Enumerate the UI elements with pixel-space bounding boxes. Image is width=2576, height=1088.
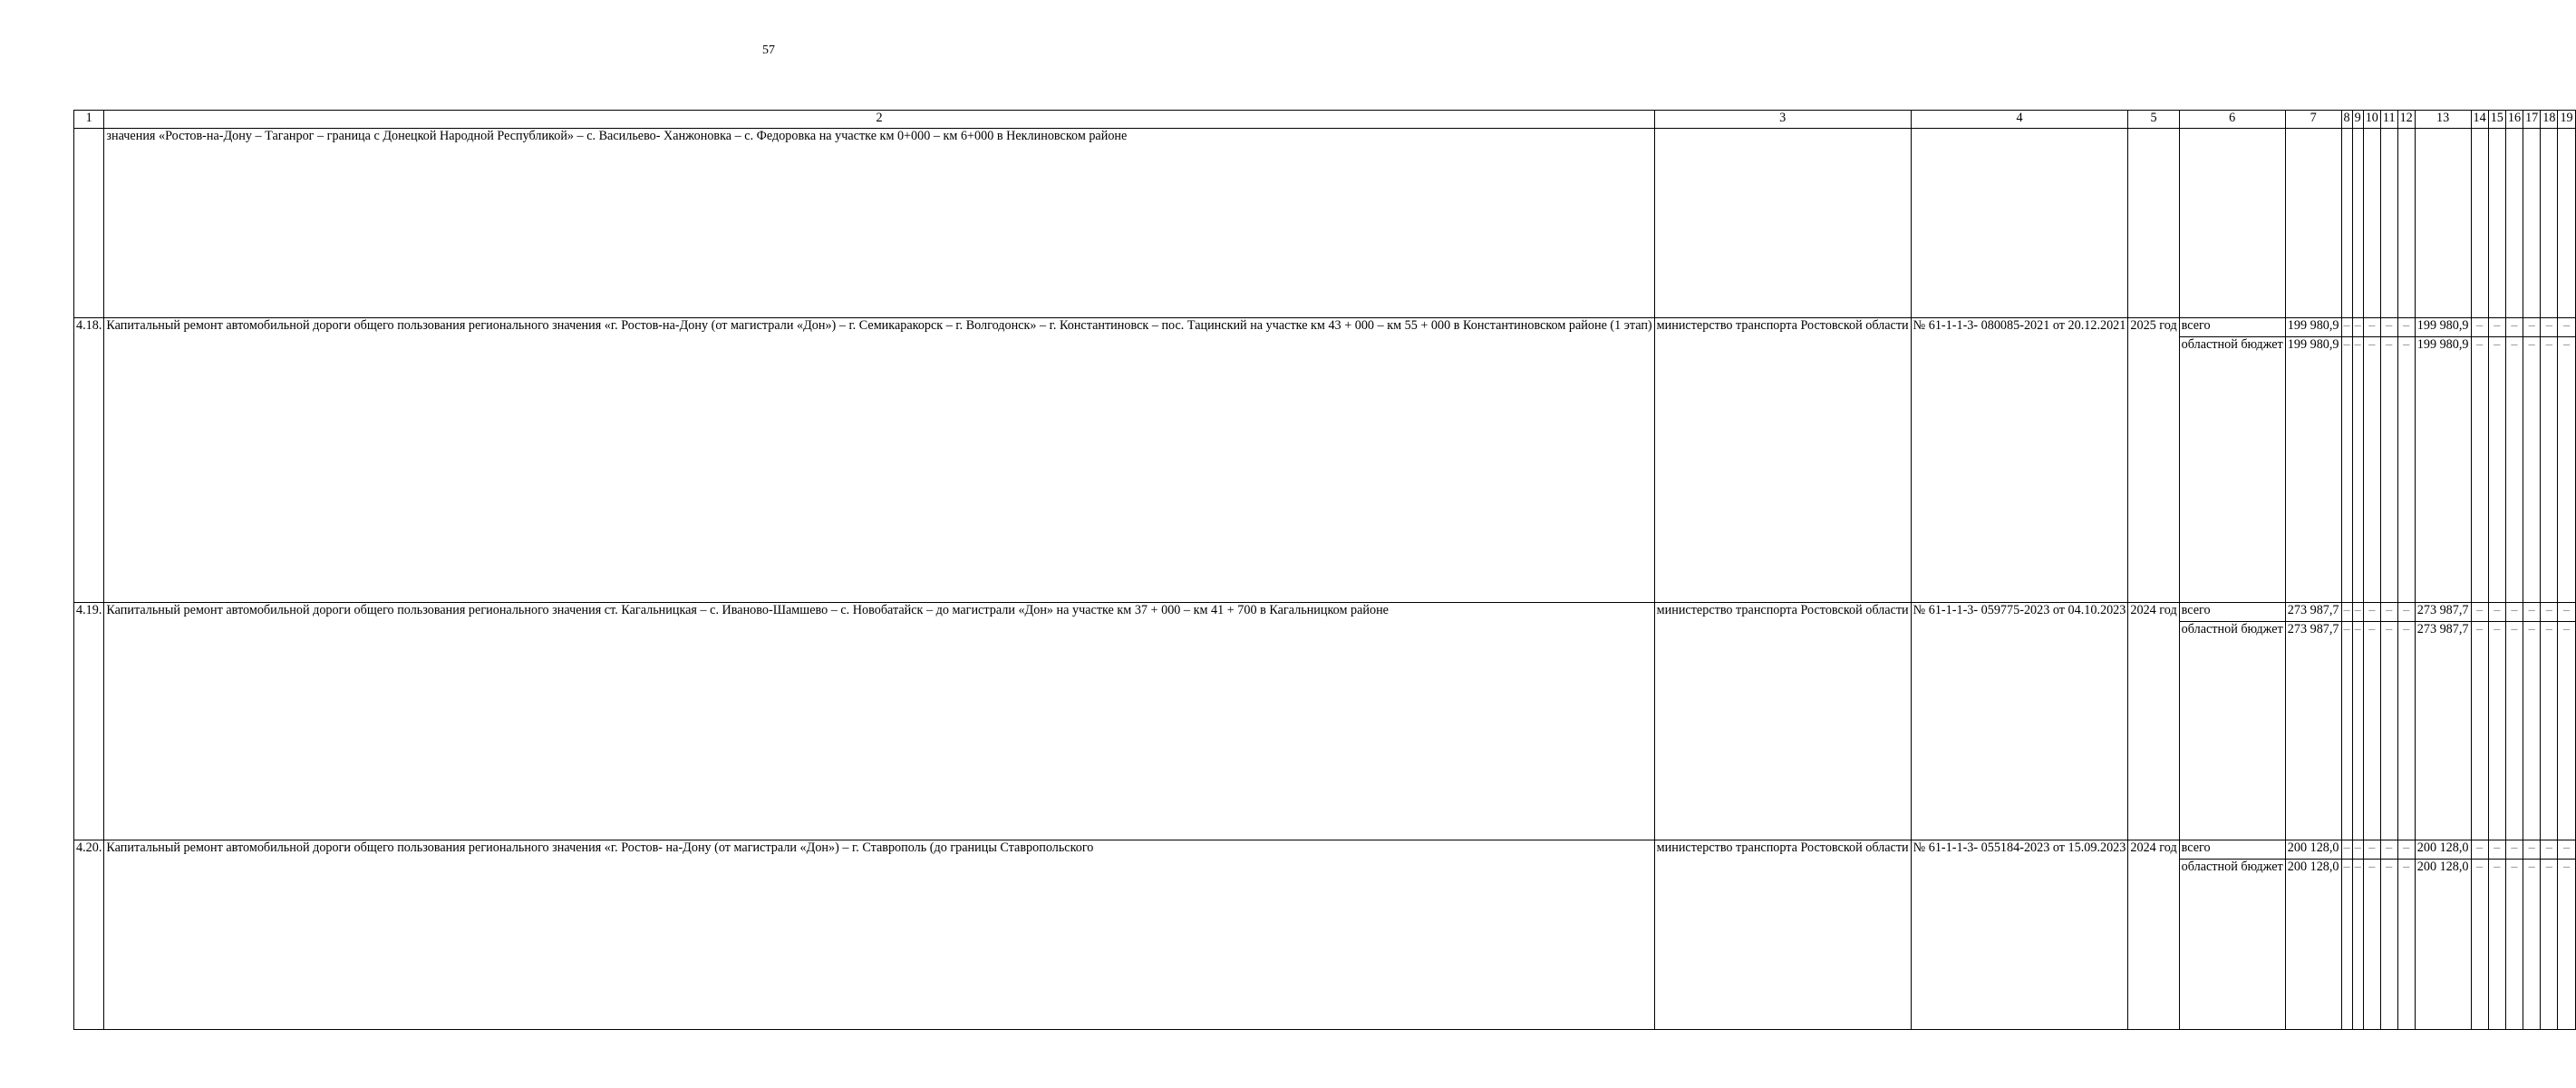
column-number: 17 bbox=[2523, 111, 2541, 129]
year-cell: 2024 год bbox=[2128, 603, 2179, 840]
column-number: 12 bbox=[2397, 111, 2415, 129]
object-name-cell: значения «Ростов-на-Дону – Таганрог – граница с Донецкой Народной Республикой» – с. Васильево- Ханжоновка – с. Федоровка на участке км 0+000 – км 6+000 в Неклиновском районе bbox=[104, 129, 1654, 318]
continuation-row bbox=[74, 129, 2576, 318]
dash-cell: – bbox=[2505, 840, 2523, 860]
funding-source-budget: областной бюджет bbox=[2179, 860, 2285, 1030]
column-number: 13 bbox=[2415, 111, 2471, 129]
dash-cell: – bbox=[2352, 603, 2363, 622]
object-name-cell: Капитальный ремонт автомобильной дороги общего пользования регионального значения ст. Кагальницкая – с. Иваново-Шамшево – с. Новобатайск – до магистрали «Дон» на участке км 37 + 000 – км 41 + 700 в Кагальницком районе bbox=[104, 603, 1654, 840]
document-cell: № 61-1-1-3- 055184-2023 от 15.09.2023 bbox=[1911, 840, 2128, 1030]
dash-cell: – bbox=[2380, 318, 2397, 337]
page-number: 57 bbox=[762, 44, 775, 57]
dash-cell: – bbox=[2505, 337, 2523, 603]
program-table bbox=[73, 110, 2576, 1030]
column-number: 4 bbox=[1911, 111, 2128, 129]
column-number: 8 bbox=[2341, 111, 2352, 129]
executor-cell: министерство транспорта Ростовской области bbox=[1654, 603, 1911, 840]
dash-cell: – bbox=[2523, 603, 2541, 622]
dash-cell: – bbox=[2352, 318, 2363, 337]
dash-cell: – bbox=[2380, 860, 2397, 1030]
column-number: 9 bbox=[2352, 111, 2363, 129]
row-number: 4.19. bbox=[74, 603, 104, 840]
document-cell: № 61-1-1-3- 080085-2021 от 20.12.2021 bbox=[1911, 318, 2128, 603]
dash-cell: – bbox=[2541, 860, 2558, 1030]
column-numbers-row bbox=[74, 111, 2576, 129]
funding-source-total: всего bbox=[2179, 840, 2285, 860]
total-amount: 200 128,0 bbox=[2285, 840, 2341, 860]
dash-cell: – bbox=[2352, 622, 2363, 840]
dash-cell: – bbox=[2341, 318, 2352, 337]
dash-cell: – bbox=[2488, 318, 2505, 337]
column-number: 6 bbox=[2179, 111, 2285, 129]
dash-cell: – bbox=[2363, 318, 2380, 337]
total-amount: 273 987,7 bbox=[2285, 603, 2341, 622]
dash-cell: – bbox=[2523, 318, 2541, 337]
dash-cell: – bbox=[2352, 860, 2363, 1030]
column-13-amount: 199 980,9 bbox=[2415, 337, 2471, 603]
column-13-amount: 200 128,0 bbox=[2415, 840, 2471, 860]
dash-cell: – bbox=[2523, 337, 2541, 603]
dash-cell: – bbox=[2505, 860, 2523, 1030]
dash-cell: – bbox=[2380, 622, 2397, 840]
dash-cell: – bbox=[2471, 603, 2488, 622]
dash-cell: – bbox=[2471, 860, 2488, 1030]
dash-cell: – bbox=[2558, 318, 2575, 337]
dash-cell: – bbox=[2488, 603, 2505, 622]
dash-cell: – bbox=[2488, 622, 2505, 840]
column-number: 14 bbox=[2471, 111, 2488, 129]
column-number: 16 bbox=[2505, 111, 2523, 129]
budget-amount: 199 980,9 bbox=[2285, 337, 2341, 603]
funding-source-total: всего bbox=[2179, 603, 2285, 622]
dash-cell: – bbox=[2541, 337, 2558, 603]
executor-cell: министерство транспорта Ростовской области bbox=[1654, 840, 1911, 1030]
dash-cell: – bbox=[2352, 337, 2363, 603]
column-number: 5 bbox=[2128, 111, 2179, 129]
dash-cell: – bbox=[2397, 318, 2415, 337]
column-13-amount: 200 128,0 bbox=[2415, 860, 2471, 1030]
dash-cell: – bbox=[2505, 603, 2523, 622]
year-cell: 2024 год bbox=[2128, 840, 2179, 1030]
dash-cell: – bbox=[2558, 840, 2575, 860]
dash-cell: – bbox=[2380, 603, 2397, 622]
budget-amount: 200 128,0 bbox=[2285, 860, 2341, 1030]
dash-cell: – bbox=[2505, 622, 2523, 840]
dash-cell: – bbox=[2363, 840, 2380, 860]
dash-cell: – bbox=[2363, 337, 2380, 603]
dash-cell: – bbox=[2380, 337, 2397, 603]
dash-cell: – bbox=[2558, 337, 2575, 603]
funding-source-budget: областной бюджет bbox=[2179, 622, 2285, 840]
dash-cell: – bbox=[2558, 622, 2575, 840]
column-number: 18 bbox=[2541, 111, 2558, 129]
document-cell: № 61-1-1-3- 059775-2023 от 04.10.2023 bbox=[1911, 603, 2128, 840]
dash-cell: – bbox=[2397, 622, 2415, 840]
dash-cell: – bbox=[2397, 603, 2415, 622]
dash-cell: – bbox=[2471, 337, 2488, 603]
column-number: 19 bbox=[2558, 111, 2575, 129]
table-row bbox=[74, 603, 2576, 622]
dash-cell: – bbox=[2471, 318, 2488, 337]
dash-cell: – bbox=[2363, 603, 2380, 622]
row-number: 4.20. bbox=[74, 840, 104, 1030]
dash-cell: – bbox=[2363, 622, 2380, 840]
dash-cell: – bbox=[2488, 337, 2505, 603]
dash-cell: – bbox=[2523, 860, 2541, 1030]
year-cell: 2025 год bbox=[2128, 318, 2179, 603]
dash-cell: – bbox=[2488, 840, 2505, 860]
dash-cell: – bbox=[2341, 860, 2352, 1030]
table-row bbox=[74, 840, 2576, 860]
column-13-amount: 199 980,9 bbox=[2415, 318, 2471, 337]
column-13-amount: 273 987,7 bbox=[2415, 622, 2471, 840]
executor-cell: министерство транспорта Ростовской области bbox=[1654, 318, 1911, 603]
dash-cell: – bbox=[2341, 337, 2352, 603]
dash-cell: – bbox=[2541, 622, 2558, 840]
column-number: 7 bbox=[2285, 111, 2341, 129]
dash-cell: – bbox=[2341, 603, 2352, 622]
dash-cell: – bbox=[2523, 840, 2541, 860]
dash-cell: – bbox=[2471, 840, 2488, 860]
funding-source-budget: областной бюджет bbox=[2179, 337, 2285, 603]
dash-cell: – bbox=[2397, 860, 2415, 1030]
dash-cell: – bbox=[2541, 318, 2558, 337]
dash-cell: – bbox=[2541, 603, 2558, 622]
column-number: 15 bbox=[2488, 111, 2505, 129]
table-row bbox=[74, 318, 2576, 337]
dash-cell: – bbox=[2523, 622, 2541, 840]
dash-cell: – bbox=[2352, 840, 2363, 860]
column-number: 10 bbox=[2363, 111, 2380, 129]
object-name-cell: Капитальный ремонт автомобильной дороги общего пользования регионального значения «г. Ростов-на-Дону (от магистрали «Дон») – г. Семикаракорск – г. Волгодонск» – г. Константиновск – пос. Тацинский на участке км 43 + 000 – км 55 + 000 в Константиновском районе (1 этап) bbox=[104, 318, 1654, 603]
dash-cell: – bbox=[2397, 840, 2415, 860]
row-number: 4.18. bbox=[74, 318, 104, 603]
dash-cell: – bbox=[2558, 860, 2575, 1030]
dash-cell: – bbox=[2397, 337, 2415, 603]
column-number: 1 bbox=[74, 111, 104, 129]
total-amount: 199 980,9 bbox=[2285, 318, 2341, 337]
column-13-amount: 273 987,7 bbox=[2415, 603, 2471, 622]
dash-cell: – bbox=[2471, 622, 2488, 840]
dash-cell: – bbox=[2505, 318, 2523, 337]
budget-amount: 273 987,7 bbox=[2285, 622, 2341, 840]
object-name-cell: Капитальный ремонт автомобильной дороги общего пользования регионального значения «г. Ростов- на-Дону (от магистрали «Дон») – г. Ставрополь (до границы Ставропольского bbox=[104, 840, 1654, 1030]
dash-cell: – bbox=[2341, 840, 2352, 860]
column-number: 2 bbox=[104, 111, 1654, 129]
dash-cell: – bbox=[2541, 840, 2558, 860]
dash-cell: – bbox=[2341, 622, 2352, 840]
column-number: 3 bbox=[1654, 111, 1911, 129]
dash-cell: – bbox=[2380, 840, 2397, 860]
dash-cell: – bbox=[2558, 603, 2575, 622]
dash-cell: – bbox=[2363, 860, 2380, 1030]
dash-cell: – bbox=[2488, 860, 2505, 1030]
funding-source-total: всего bbox=[2179, 318, 2285, 337]
column-number: 11 bbox=[2380, 111, 2397, 129]
